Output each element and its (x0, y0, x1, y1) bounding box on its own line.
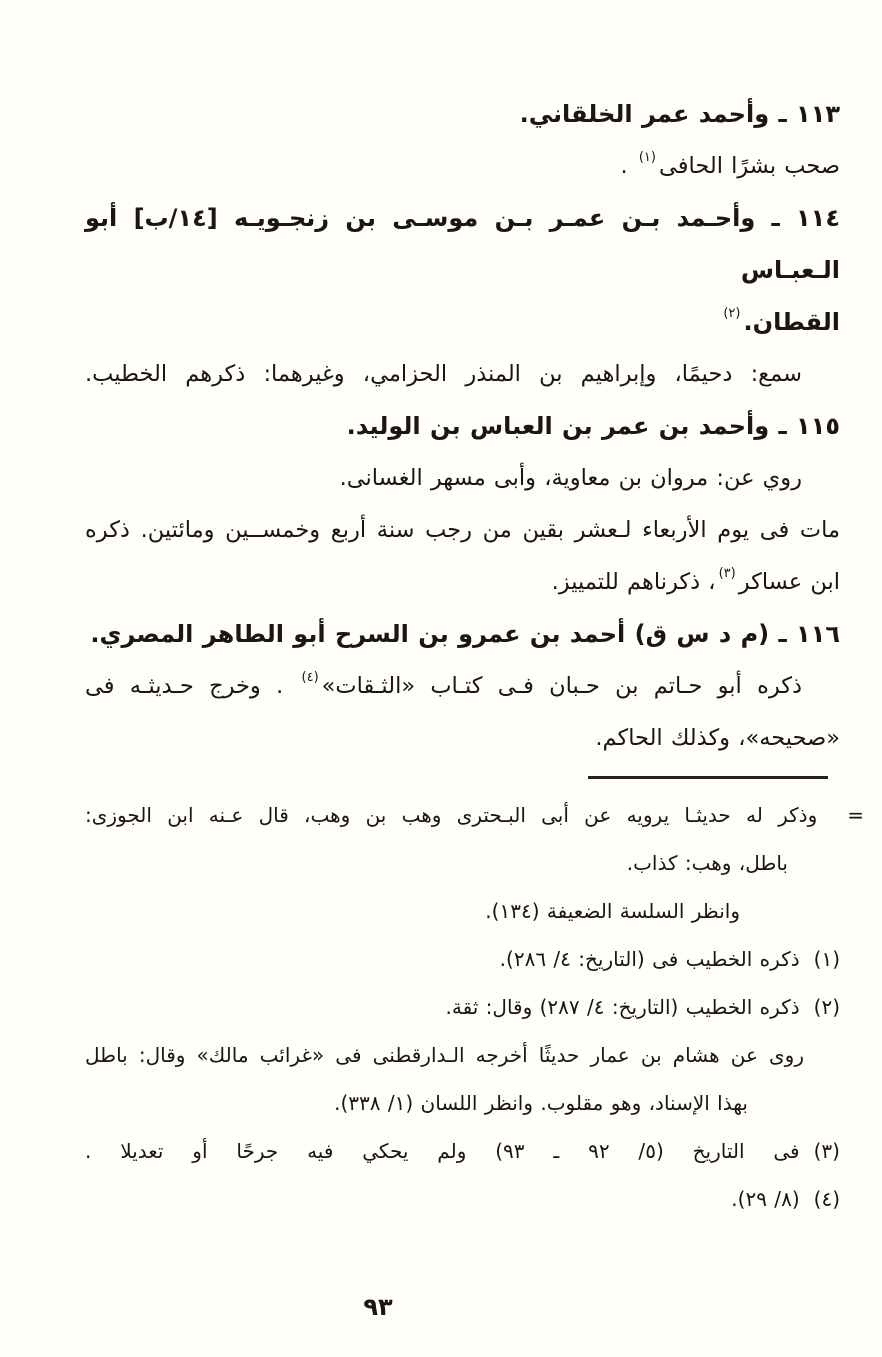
entry-116-heading-text: ١١٦ ـ (م د س ق) أحمد بن عمرو بن السرح أبو الطاهر المصري. (90, 620, 840, 648)
continuation-text-2: باطل، وهب: كذاب. (626, 851, 788, 875)
footnotes-section (0, 789, 882, 1223)
footnote-4-text: (٨/ ٢٩). (731, 1187, 800, 1211)
entry-115-body-text: روي عن: مروان بن معاوية، وأبى مسهر الغسانى. (339, 465, 802, 491)
footnote-continuation-line1 (85, 791, 864, 839)
entry-115-body-line3 (85, 556, 840, 608)
entry-115-body-line2 (85, 504, 840, 556)
footnote-divider (588, 776, 828, 779)
entry-114-heading-text: ١١٤ ـ وأحـمد بـن عمـر بـن موسـى بن زنجـويـه [١٤/ب] أبو الـعبـاس (85, 204, 840, 284)
entry-113-heading-text: ١١٣ ـ وأحمد عمر الخلقاني. (519, 100, 840, 128)
entry-113-heading (85, 88, 840, 140)
footnote-2-continuation-line2 (85, 1079, 840, 1127)
continuation-equals-marker: = (847, 803, 864, 827)
entry-116-body-line2 (85, 712, 840, 764)
entry-114-body (85, 348, 840, 400)
entry-115-death-text: مات فى يوم الأربعاء لـعشر بقين من رجب سنة أربع وخمســين ومائتين. ذكره (85, 517, 840, 543)
footnote-4-marker: (٤) (813, 1187, 840, 1211)
entry-115-death-end: ، ذكرناهم للتمييز. (551, 569, 716, 595)
footnote-3-marker: (٣) (813, 1139, 840, 1163)
footnote-2-continuation-line1 (85, 1031, 840, 1079)
entry-114-heading-line2 (85, 296, 840, 348)
footnote-4 (85, 1175, 840, 1223)
entry-113-body (85, 140, 840, 192)
entry-115-death-tail: ابن عساكر (738, 569, 840, 595)
entry-114-heading-tail: القطان. (743, 308, 840, 336)
footnote-ref-1: (١) (638, 149, 656, 165)
entry-113-body-tail: . (620, 153, 636, 179)
footnote-2-text: ذكره الخطيب (التاريخ: ٤/ ٢٨٧) وقال: ثقة. (445, 995, 800, 1019)
footnote-2-cont-text-2: بهذا الإسناد، وهو مقلوب. وانظر اللسان (١/ ٣٣٨). (334, 1091, 748, 1115)
entry-114-body-text: سمع: دحيمًا، وإبراهيم بن المنذر الحزامي، وغيرهما: ذكرهم الخطيب. (85, 361, 802, 387)
footnote-1-marker: (١) (813, 947, 840, 971)
footnote-1 (85, 935, 840, 983)
footnote-2 (85, 983, 840, 1031)
entry-115-body-line1 (85, 452, 840, 504)
footnote-divider-wrap (0, 776, 882, 779)
entry-116-body-text: ذكره أبو حـاتم بن حـبان فـى كتـاب «الثـقات» (321, 673, 802, 699)
entry-116-heading (85, 608, 840, 660)
footnote-ref-3: (٣) (718, 565, 736, 581)
entry-116-body-tail: . وخرج حـديثـه فى (85, 673, 299, 699)
page-number: ٩٣ (363, 1293, 393, 1321)
footnote-ref-4: (٤) (301, 669, 319, 685)
footnote-3 (85, 1127, 840, 1175)
entry-115-heading-text: ١١٥ ـ وأحمد بن عمر بن العباس بن الوليد. (346, 412, 840, 440)
entry-116-body-end: «صحيحه»، وكذلك الحاكم. (595, 725, 840, 751)
entry-116-body-line1 (85, 660, 840, 712)
footnote-2-cont-text-1: روى عن هشام بن عمار حديثًا أخرجه الـدارقطنى فى «غرائب مالك» وقال: باطل (85, 1043, 804, 1067)
footnote-continuation-line2 (85, 839, 840, 887)
continuation-text-3: وانظر السلسة الضعيفة (١٣٤). (485, 899, 740, 923)
footnote-ref-2: (٢) (723, 306, 741, 321)
entry-114-heading-line1 (85, 192, 840, 296)
continuation-text: وذكر له حديثـا يرويه عن أبى البـحترى وهب بن وهب، قال عـنه ابن الجوزى: (85, 803, 818, 827)
footnote-2-marker: (٢) (813, 995, 840, 1019)
footnote-1-text: ذكره الخطيب فى (التاريخ: ٤/ ٢٨٦). (499, 947, 800, 971)
footnote-3-text: فى التاريخ (٥/ ٩٢ ـ ٩٣) ولم يحكي فيه جرحًا أو تعديلا . (85, 1139, 800, 1163)
entry-115-heading (85, 400, 840, 452)
entry-113-body-text: صحب بشرًا الحافى (658, 153, 840, 179)
footnote-continuation-line3 (85, 887, 840, 935)
